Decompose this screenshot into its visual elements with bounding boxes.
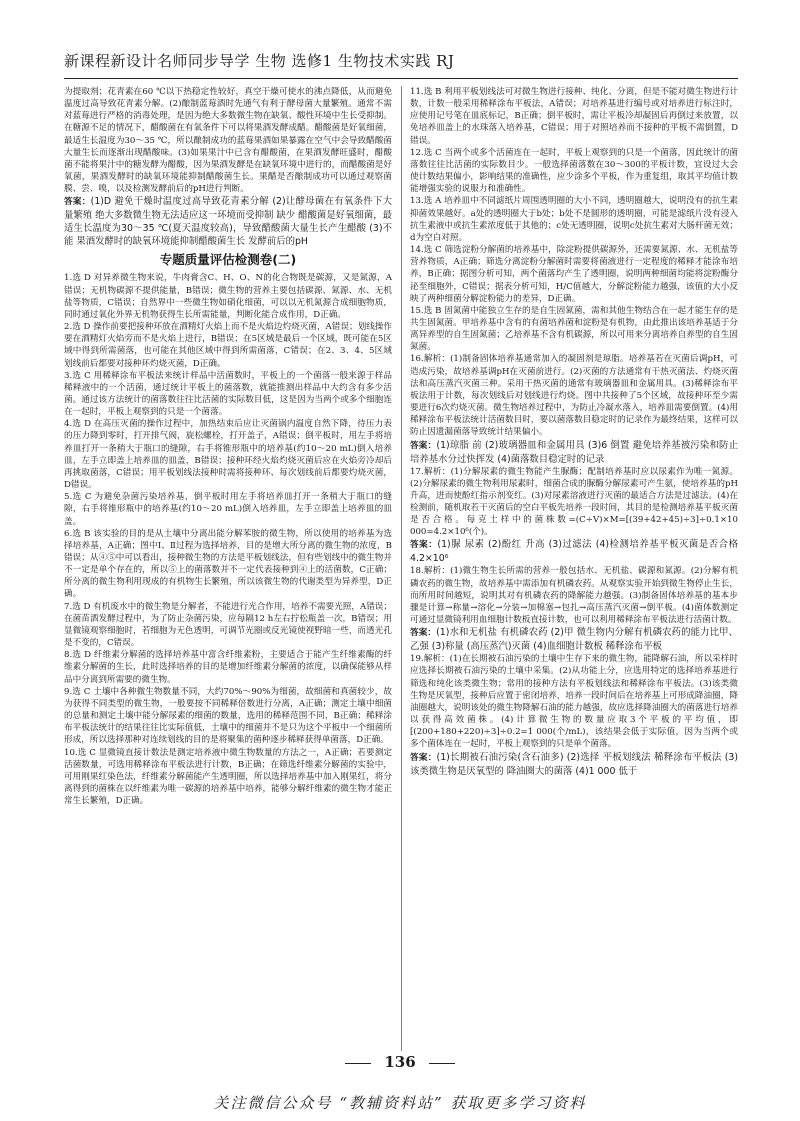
solution-paragraph: 8.选 D 纤维素分解菌的选择培养基中富含纤维素粉，主要适合于能产生纤维素酶的纤维素分解菌的生长，此时选择培养的目的是增加纤维素分解菌的浓度，以确保能够从样品中分离到所需要的微生物。 [64, 650, 392, 685]
answer-line [410, 538, 738, 565]
answer-label: 答案： [410, 752, 437, 763]
answer-line [64, 195, 392, 248]
answer-line [410, 439, 738, 466]
section-title: 专题质量评估检测卷(二) [159, 252, 297, 268]
page-number [0, 1053, 800, 1071]
answer-label: 答案： [64, 197, 91, 208]
solution-paragraph: 18.解析：(1)微生物生长所需的营养一般包括水、无机盐、碳源和氮源。(2)分解有机磷农药的微生物，故培养基中需添加有机磷农药。从观察实验开始到微生物停止生长，而所用时间越短，说明其对有机磷农药的降解能力越强。(3)制备固体培养基的基本步骤是计算→称量→溶化→分装→加棉塞→包扎→高压蒸汽灭菌→倒平板。(4)菌体数测定可通过显微镜利用血细胞计数板直接计数，也可以利用稀释涂布平板法进行活菌计数。 [410, 566, 738, 626]
solution-paragraph: 7.选 D 有机废水中的微生物是分解者，不能进行光合作用，培养不需要光照，A错误；在菌苗酒发酵过程中，为了防止杂菌污染，应每隔12 h左右拧松瓶盖一次，B错误；用显微镜观察细胞时，若细胞为无色透明，可调节光圈或反光镜使视野暗一些，而透光孔是不变的，C错误。 [64, 601, 392, 649]
page-number-value: 136 [384, 1053, 416, 1071]
footer-text: 关注微信公众号 “教辅资料站” 获取更多学习资料 [213, 1094, 587, 1112]
column-divider [401, 86, 402, 1051]
solution-paragraph: 2.选 D 操作前要把接种环放在酒精灯火焰上而不是火焰边灼烧灭菌，A错误；划线操作要在酒精灯火焰旁而不是火焰上进行，B错误；在5区域是最后一个区域，既可能在5区域中得到所需菌落，也可能在其他区域中得到所需菌落，C错误；在2、3、4、5区域划线前后都要对接种环灼烧灭菌，D正确。 [64, 322, 392, 369]
solution-paragraph: 19.解析：(1)在长期被石油污染的土壤中生存下来的微生物，能降解石油，所以采样时应选择长期被石油污染的土壤中采集。(2)从功能上分，应选用特定的选择培养基进行筛选和纯化该类微生物；常用的接种方法有平板划线法和稀释涂布平板法。(3)该类微生物是厌氧型，接种后应置于密闭培养，培养一段时间后在培养基上可形成降油圈，降油圈越大，说明该处的微生物降解石油的能力越强，故应选择降油圈大的菌落进行培养以获得高效菌株。(4)计算微生物的数量应取3个平板的平均值，即[(200+180+220)÷3]÷0.2=1 000(个/mL)，该结果会低于实际值，因为当两个或多个菌体连在一起时，平板上观察到的只是单个菌落。 [410, 654, 738, 750]
solution-paragraph: 10.选 C 显微镜直接计数法是测定培养液中微生物数量的方法之一，A正确；若要测定活菌数量，可选用稀释涂布平板法进行计数，B正确；在筛选纤维素分解菌的实验中，可用刚果红染色法，纤维素分解菌能产生透明圈，所以选择培养基中加入刚果红，将分离得到的菌株在以纤维素为唯一碳源的培养基中培养，能够分解纤维素的微生物才能正常生长繁殖，D正确。 [64, 747, 392, 807]
answer-text: (1)D 避免干燥时温度过高导致花青素分解 (2)让酵母菌在有氧条件下大量繁殖 绝大多数微生物无法适应这一环境而受抑制 缺少 醋酸菌是好氧细菌，最适生长温度为30～35 ℃(夏天温度较高)，导致醋酸菌大量生长产生醋酸 (3)不能 果酒发酵时的缺氧环境能抑制醋酸菌生长 发酵前后的pH [64, 196, 392, 248]
answer-label: 答案： [410, 440, 437, 451]
solution-paragraph: 3.选 C 用稀释涂布平板法来统计样品中活菌数时，平板上的一个菌落一般来源于样品稀释液中的一个活菌，通过统计平板上的菌落数，就能推测出样品中大约含有多少活菌。通过该方法统计的菌落数往往比活菌的实际数目低，这是因为当两个或多个细胞连在一起时，平板上观察到的只是一个菌落。 [64, 370, 392, 418]
left-column [64, 86, 392, 1051]
answer-text: (1)脲 尿素 (2)酚红 升高 (3)过滤法 (4)检测培养基平板灭菌是否合格 4.2×10⁶ [410, 539, 738, 565]
answer-line [410, 626, 738, 653]
header-rule [64, 78, 738, 79]
solution-paragraph: 4.选 D 在高压灭菌的操作过程中，加热结束后应让灭菌锅内温度自然下降，待压力表的压力降到零时，打开排气阀，旋松螺栓，打开盖子，A错误；倒平板时，用左手将培养皿打开一条稍大于瓶口的缝隙，右手将锥形瓶中的培养基(约10～20 mL)倒入培养皿，左手立即盖上培养皿的皿盖，B错误；接种环经火焰灼烧灭菌后应在火焰旁冷却后再挑取菌落，C错误；用平板划线法接种时需将接种环、每次划线前后都要灼烧灭菌，D错误。 [64, 419, 392, 491]
solution-paragraph: 15.选 B 固氮菌中能独立生存的是自生固氮菌，需和其他生物结合在一起才能生存的是共生固氮菌。甲培养基中含有的有菌培养菌和淀粉是有机物，由此推出该培养基适于分离异养型的自生固氮菌；乙培养基不含有机碳源，所以可用来分离培养自养型的自生固氮菌。 [410, 305, 738, 353]
solution-paragraph: 9.选 C 土壤中各种微生物数量不同，大约70%～90%为细菌，故细菌和真菌较少，故为获得不同类型的微生物，一般要按不同稀释倍数进行分离，A正确；测定土壤中细菌的总量和测定土壤中能分解尿素的细菌的数量，选用的稀释范围不同，B正确；稀释涂布平板法统计的结果往往比实际值低，土壤中的细菌并不是只为这个平板中一个细菌所形成，所以选择那种对连续划线的目的是将聚集的菌种逐步稀释获得单菌落，D正确。 [64, 686, 392, 746]
page-number-dash-left [345, 1063, 371, 1064]
solution-paragraph: 16.解析：(1)制备固体培养基通常加入的凝固剂是琼脂。培养基若在灭菌后调pH，可造成污染，故培养基调pH在灭菌前进行。(2)灭菌的方法通常有干热灭菌法、灼烧灭菌法和高压蒸汽灭菌三种。采用干热灭菌的通常有玻璃器皿和金属用具。(3)稀释涂布平板法用于计数，每次划线后对划线进行灼烧。图中共接种了5个区域，故接种环至少需要进行6次灼烧灭菌。微生物培养过程中，为防止冷凝水落入，培养皿需要倒置。(4)用稀释涂布平板法统计活菌数目时，要以菌落数目稳定时的记录作为最终结果，这样可以防止因遗漏菌落导致统计结果偏小。 [410, 354, 738, 438]
solution-paragraph: 14.选 C 筛选淀粉分解菌的培养基中，除淀粉提供碳源外，还需要氮源、水、无机盐等营养物质，A正确；筛选分离淀粉分解菌时需要将菌液进行一定程度的稀释才能涂布培养，B正确；据图分析可知，两个菌落均产生了透明圈，说明两种细菌均能将淀粉酶分泌至细胞外，C错误；据表分析可知，H/C值越大，分解淀粉能力越强，该值的大小反映了两种细菌分解淀粉能力的差异，D正确。 [410, 245, 738, 304]
solution-paragraph: 12.选 C 当两个或多个活菌连在一起时，平板上观察到的只是一个菌落，因此统计的菌落数往往比活菌的实际数目少。一般选择菌落数在30～300的平板计数，宜设过大会使计数结果偏小，影响结果的准确性，应少涂多个平板，作为重复组，取其平均值计数能增强实验的说服力和准确性。 [410, 147, 738, 195]
solution-paragraph: 11.选 B 利用平板划线法可对微生物进行接种、纯化、分离，但是不能对微生物进行计数，计数一般采用稀释涂布平板法，A错误；对培养基进行编号或对培养进行标注时，应使用记号笔在皿底标记，B正确；倒平板时，需让平板冷却凝固后再倒过来放置，以免培养皿盖上的水珠落入培养基，C错误；用于对照培养而不接种的平板不需倒置，D错误。 [410, 87, 738, 146]
answer-label: 答案： [410, 628, 437, 639]
solution-paragraph: 为提取剂；花青素在60 ℃以下热稳定性较好，真空干燥可使水的沸点降低，从而避免温度过高导致花青素分解。(2)酿制蓝莓酒时先通气有利于酵母菌大量繁殖。通常不需对蓝莓进行严格的消毒处理，是因为绝大多数微生物在缺氧、酸性环境中生长受抑制。在糖源不足的情况下，醋酸菌在有氧条件下可以将果酒发酵成醋。醋酸菌是好氧细菌，最适生长温度为30～35 ℃，所以酿制成功的蓝莓果酒如果暴露在空气中会导致醋酸菌大量生长而逐渐出现醋酸味。(3)如果果汁中已含有醋酸菌，在果酒发酵旺盛时，醋酸菌不能将果汁中的糖发酵为醋酸，因为果酒发酵是在缺氧环境中进行的，而醋酸菌是好氧菌，果酒发酵时的缺氧环境能抑制醋酸菌生长。果醋是否酿制成功可以通过观察菌膜、尝、嗅，以及检测发酵前后的pH进行判断。 [64, 87, 392, 195]
answer-text: (1)水和无机盐 有机磷农药 (2)甲 微生物内分解有机磷农药的能力比甲、乙强 (3)称量 (高压蒸汽)灭菌 (4)血细胞计数板 稀释涂布平板 [410, 627, 738, 653]
header-title: 新课程新设计名师同步导学 生物 选修1 生物技术实践 RJ [64, 52, 455, 70]
page-number-dash-right [429, 1063, 455, 1064]
solution-paragraph: 6.选 B 该实验的目的是从土壤中分离出能分解苯胺的微生物，所以使用的培养基为选择培养基，A正确；图中Ⅰ、Ⅱ过程为选择培养，目的是增大所分离的微生物的浓度，B错误；从④⑤中可以看出，接种微生物的方法是平板划线法，但有些划线中的微生物并不一定是单个存在的，所以⑤上的菌落数并不一定代表接种到④上的活菌数，C正确；所分离的微生物利用现成的有机物生长繁殖，所以该微生物的代谢类型为异养型，D正确。 [64, 528, 392, 600]
running-header [64, 50, 738, 71]
answer-label: 答案： [410, 540, 438, 551]
solution-paragraph: 17.解析：(1)分解尿素的微生物能产生脲酶；配制培养基时应以尿素作为唯一氮源。(2)分解尿素的微生物利用尿素时，细菌合成的脲酶分解尿素可产生氨，使培养基的pH升高，进而使酚红指示剂变红。(3)对尿素溶液进行灭菌的最适合方法是过滤法。(4)在检测前，随机取若干灭菌后的空白平板先培养一段时间，其目的是检测培养基平板灭菌是否合格。每克土样中的菌株数=(C÷V)×M=[(39+42+45)÷3]÷0.1×10 000=4.2×10⁶(个)。 [410, 466, 738, 538]
answer-line [410, 751, 738, 778]
answer-text: (1)长期被石油污染(含石油多) (2)选择 平板划线法 稀释涂布平板法 (3)该类微生物是厌氧型的 降油圈大的菌落 (4)1 000 低于 [410, 751, 738, 777]
right-column [410, 86, 738, 1051]
answer-text: (1)琼脂 前 (2)玻璃器皿和金属用具 (3)6 倒置 避免培养基被污染和防止培养基水分过快挥发 (4)菌落数目稳定时的记录 [410, 439, 738, 465]
solution-paragraph: 1.选 D 对异养微生物来说，牛肉膏含C、H、O、N的化合物既是碳源，又是氮源，A错误；无机物碳源不提供能量，B错误；微生物的营养主要包括碳源、氮源、水、无机盐等物质，C错误；自然界中一些微生物如硝化细菌，可以以无机氮源合成细胞物质，同时通过氧化外界无机物获得生长所需能量，判断化能合成作用，D正确。 [64, 273, 392, 320]
answer-page [64, 86, 738, 1051]
solution-paragraph: 5.选 C 为避免杂菌污染培养基，倒平板时用左手将培养皿打开一条稍大于瓶口的缝隙，右手将锥形瓶中的培养基(约10～20 mL)倒入培养皿，左手立即盖上培养皿的皿盖。 [64, 492, 392, 527]
footer-note [0, 1092, 800, 1113]
solution-paragraph: 13.选 A 培养皿中不同滤纸片周围透明圈的大小不同，透明圈越大，说明没有的抗生素抑菌效果越好。a处的透明圈大于b处；b处不是圆形的透明圈，可能是滤纸片没有浸入抗生素液中或抗生素浓度低于其他的；c处无透明圈，说明c处抗生素对大肠杆菌无效；d为空白对照。 [410, 196, 738, 243]
